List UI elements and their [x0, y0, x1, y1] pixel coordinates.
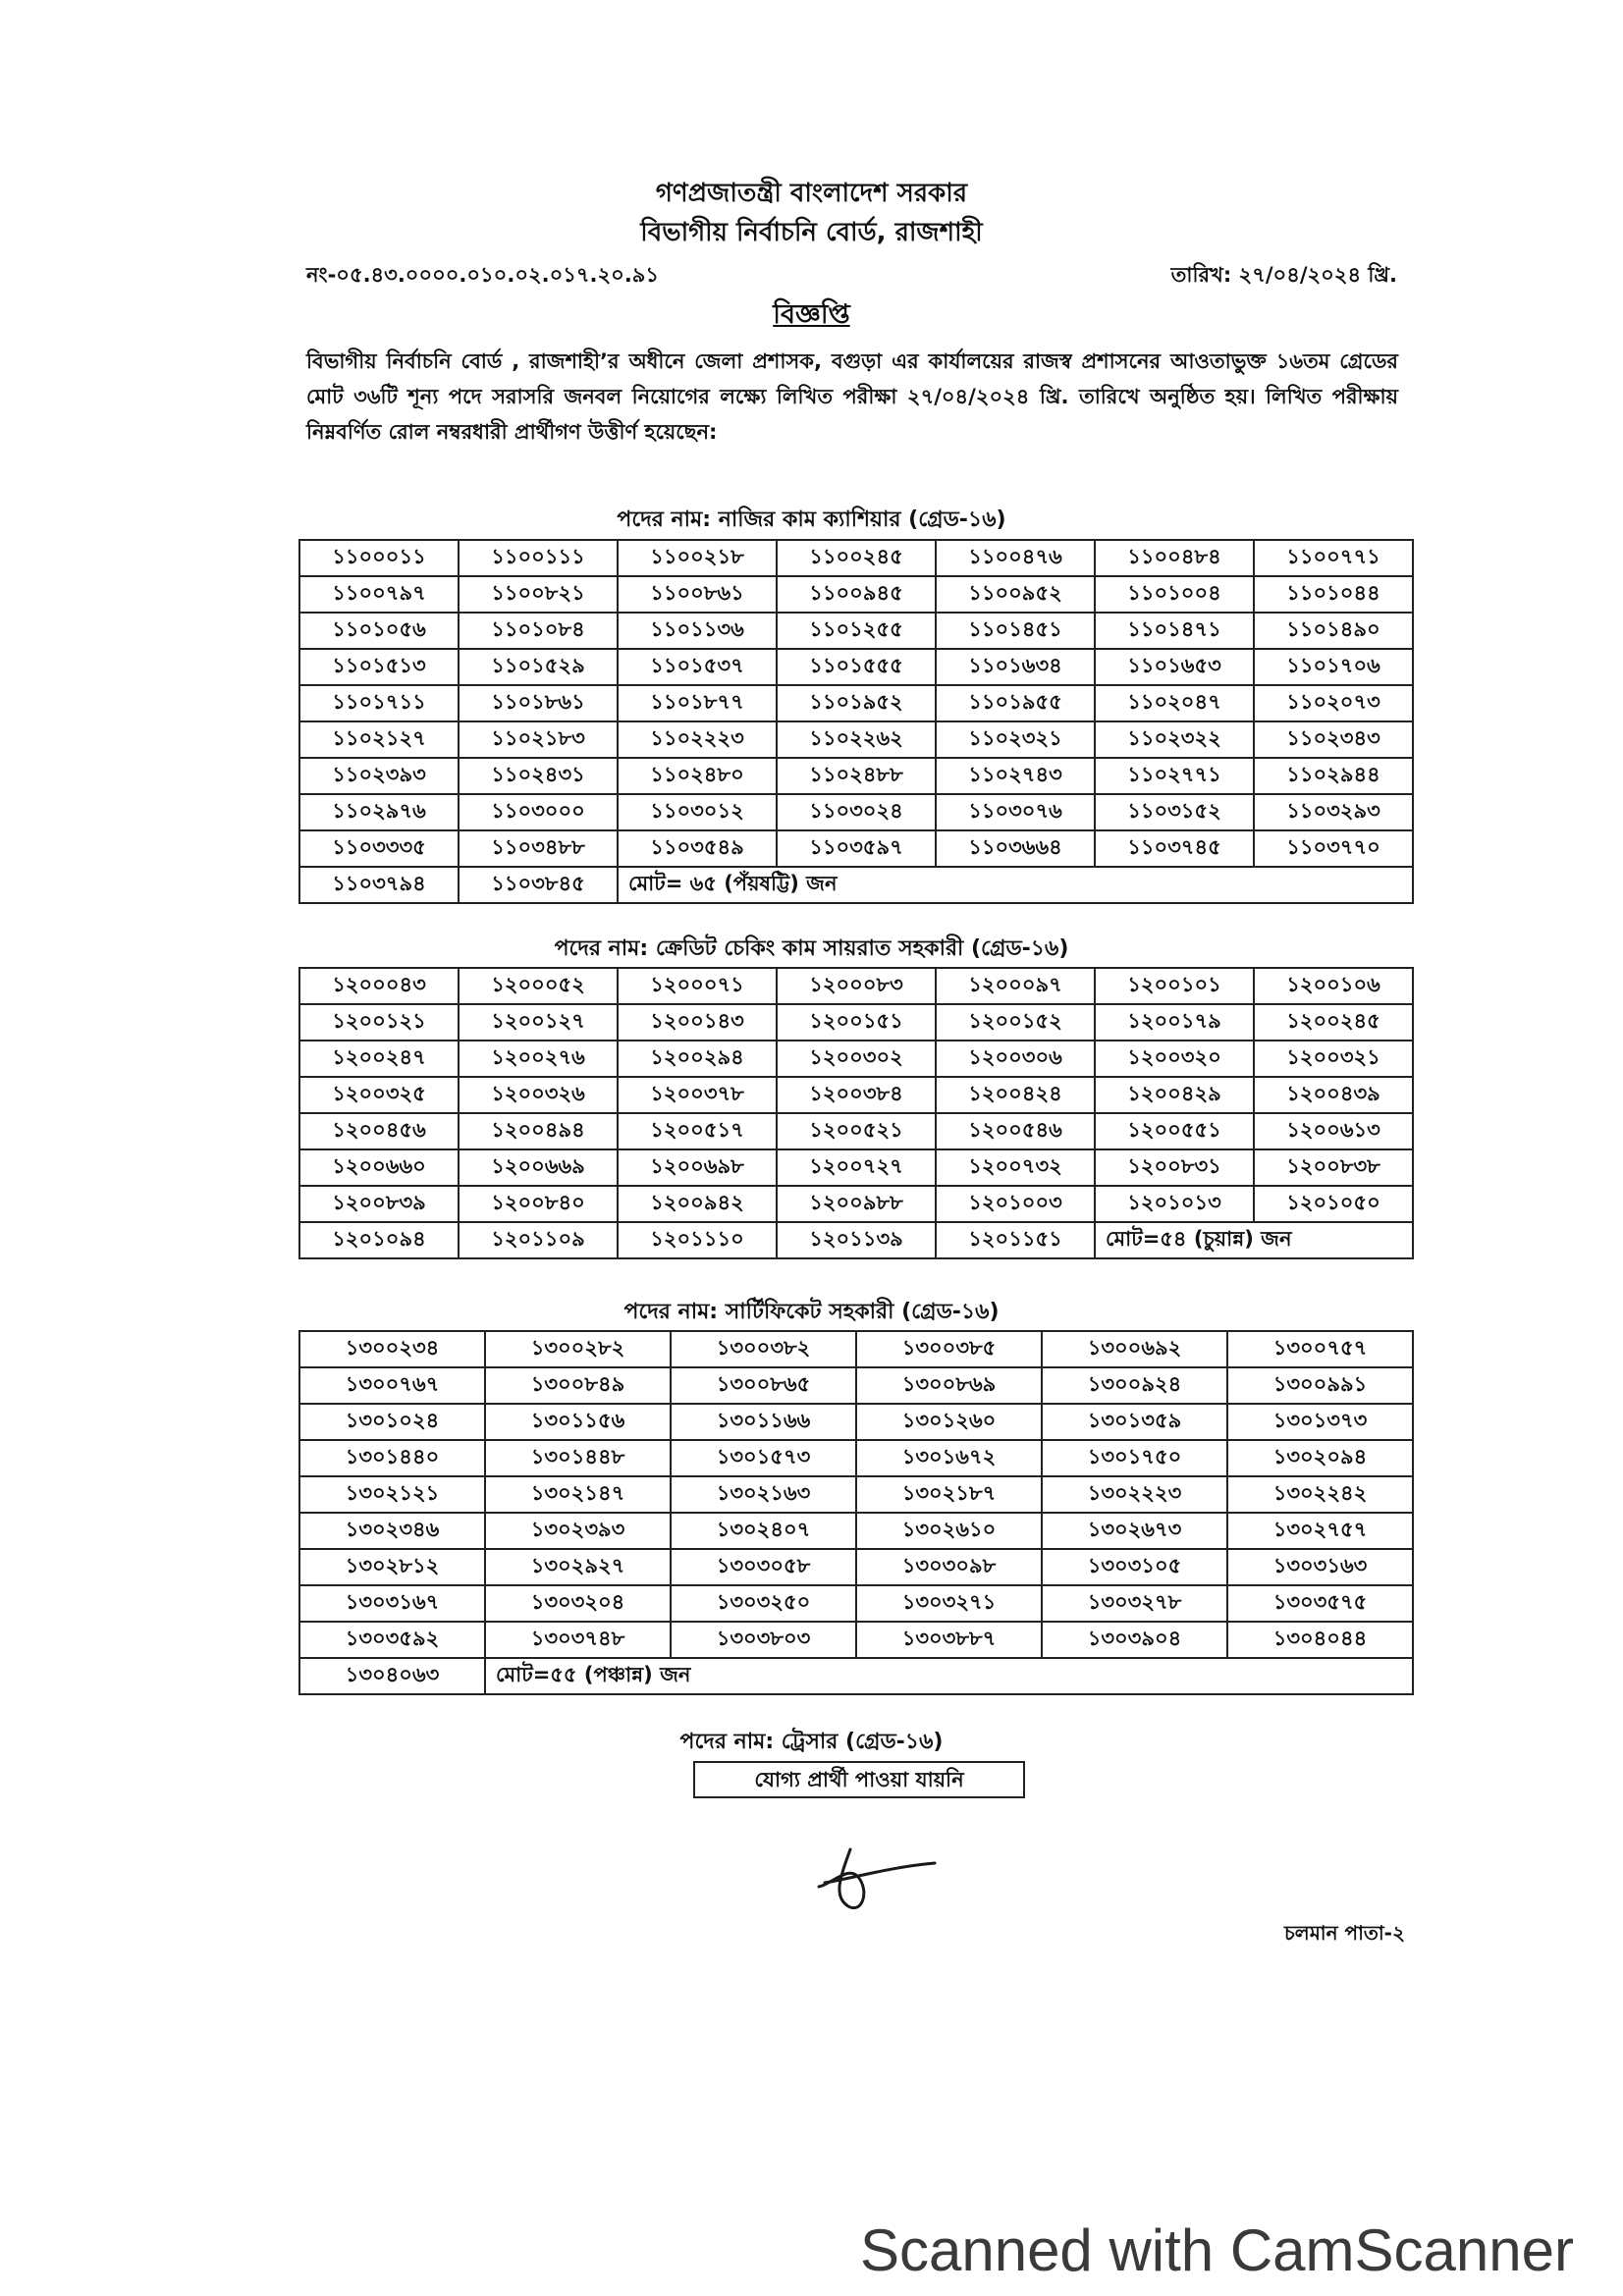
- roll-cell: ১১০৩৪৮৮: [459, 830, 618, 867]
- table-row: [299, 867, 1413, 903]
- roll-cell: ১২০০৬১৩: [1254, 1113, 1413, 1149]
- table-row: [299, 1585, 1413, 1622]
- roll-cell: ১১০০৭৯৭: [299, 576, 459, 613]
- roll-cell: ১১০৩০০০: [459, 794, 618, 830]
- roll-cell: ১৩০২৬১০: [856, 1513, 1042, 1549]
- table-row: [299, 1077, 1413, 1113]
- roll-cell: ১১০০২১৮: [618, 540, 777, 576]
- roll-cell: ১২০০৩৮৪: [777, 1077, 936, 1113]
- roll-cell: ১২০০৫৪৬: [936, 1113, 1095, 1149]
- roll-cell: ১১০২৯৪৪: [1254, 758, 1413, 794]
- post-title-tracer: পদের নাম: ট্রেসার (গ্রেড-১৬): [679, 1730, 944, 1754]
- roll-cell: ১১০২৪৩১: [459, 758, 618, 794]
- roll-cell: ১২০০৬৯৮: [618, 1149, 777, 1186]
- roll-cell: ১৩০৩১৬৭: [299, 1585, 485, 1622]
- table-row: [299, 1658, 1413, 1694]
- roll-cell: ১৩০২৩৪৬: [299, 1513, 485, 1549]
- roll-cell: ১১০১৯৫৫: [936, 685, 1095, 721]
- roll-table-certificate: [298, 1330, 1414, 1695]
- roll-cell: ১৩০১১৫৬: [485, 1404, 671, 1440]
- table-row: [299, 613, 1413, 649]
- notice-body: বিভাগীয় নির্বাচনি বোর্ড , রাজশাহী’র অধীনে জেলা প্রশাসক, বগুড়া এর কার্যালয়ের রাজস্ব প্রশাসনের আওতাভুক্ত ১৬তম গ্রেডের মোট ৩৬টি শূন্য পদে সরাসরি জনবল নিয়োগের লক্ষ্যে লিখিত পরীক্ষা ২৭/০৪/২০২৪ খ্রি. তারিখে অনুষ্ঠিত হয়। লিখিত পরীক্ষায় নিম্নবর্ণিত রোল নম্বরধারী প্রার্থীগণ উত্তীর্ণ হয়েছেন:: [306, 349, 1398, 444]
- table-row: [299, 685, 1413, 721]
- roll-cell: ১১০২৭৪৩: [936, 758, 1095, 794]
- roll-cell: ১২০০৪৫৬: [299, 1113, 459, 1149]
- table-row: [299, 1149, 1413, 1186]
- table-row: [299, 649, 1413, 685]
- roll-cell: ১২০০৩২৫: [299, 1077, 459, 1113]
- roll-cell: ১১০২২৬২: [777, 721, 936, 758]
- roll-cell: ১১০২৯৭৬: [299, 794, 459, 830]
- roll-cell: ১২০০৮৩৯: [299, 1186, 459, 1222]
- roll-cell: ১২০০১৪৩: [618, 1004, 777, 1041]
- roll-cell: ১১০০৮৬১: [618, 576, 777, 613]
- roll-cell: ১৩০৩০৫৮: [671, 1549, 856, 1585]
- table-row: [299, 1367, 1413, 1404]
- roll-cell: ১৩০৩৫৭৫: [1227, 1585, 1413, 1622]
- total-count: মোট=৫৫ (পঞ্চান্ন) জন: [485, 1658, 1413, 1694]
- roll-cell: ১২০০৩০৬: [936, 1041, 1095, 1077]
- no-candidate-box: যোগ্য প্রার্থী পাওয়া যায়নি: [693, 1761, 1025, 1798]
- roll-cell: ১৩০২১৪৭: [485, 1476, 671, 1513]
- table-row: [299, 1331, 1413, 1367]
- roll-cell: ১১০১১৩৬: [618, 613, 777, 649]
- table-row: [299, 1186, 1413, 1222]
- roll-cell: ১৩০১৫৭৩: [671, 1440, 856, 1476]
- roll-cell: ১২০০৮৩৮: [1254, 1149, 1413, 1186]
- roll-cell: ১১০৩৮৪৫: [459, 867, 618, 903]
- roll-cell: ১৩০৩৯০৪: [1042, 1622, 1227, 1658]
- roll-cell: ১১০১৮৬১: [459, 685, 618, 721]
- table-row: [299, 540, 1413, 576]
- roll-cell: ১১০০৮২১: [459, 576, 618, 613]
- roll-cell: ১৩০২০৯৪: [1227, 1440, 1413, 1476]
- total-count: মোট=৫৪ (চুয়ান্ন) জন: [1095, 1222, 1413, 1258]
- roll-cell: ১২০০০৮৩: [777, 968, 936, 1004]
- roll-cell: ১২০০৩২৬: [459, 1077, 618, 1113]
- roll-cell: ১২০০১৫২: [936, 1004, 1095, 1041]
- roll-cell: ১২০০৩০২: [777, 1041, 936, 1077]
- roll-cell: ১২০০৮৪০: [459, 1186, 618, 1222]
- roll-cell: ১৩০৩২৭৮: [1042, 1585, 1227, 1622]
- roll-cell: ১১০১৪৭১: [1095, 613, 1254, 649]
- roll-cell: ১২০১০০৩: [936, 1186, 1095, 1222]
- roll-cell: ১১০৩২৯৩: [1254, 794, 1413, 830]
- roll-cell: ১৩০৩২৭১: [856, 1585, 1042, 1622]
- table-row: [299, 576, 1413, 613]
- roll-cell: ১৩০০৯২৪: [1042, 1367, 1227, 1404]
- roll-cell: ১১০৩৭৪৫: [1095, 830, 1254, 867]
- roll-cell: ১২০০১০৬: [1254, 968, 1413, 1004]
- roll-cell: ১২০০৮৩১: [1095, 1149, 1254, 1186]
- table-row: [299, 1004, 1413, 1041]
- roll-cell: ১২০০৫১৭: [618, 1113, 777, 1149]
- roll-cell: ১৩০১১৬৬: [671, 1404, 856, 1440]
- roll-cell: ১৩০২১৬৩: [671, 1476, 856, 1513]
- roll-cell: ১১০২১২৭: [299, 721, 459, 758]
- roll-cell: ১২০০৭৩২: [936, 1149, 1095, 1186]
- roll-cell: ১২০০৯৮৮: [777, 1186, 936, 1222]
- roll-cell: ১১০২০৪৭: [1095, 685, 1254, 721]
- roll-cell: ১১০১৮৭৭: [618, 685, 777, 721]
- roll-cell: ১১০২০৭৩: [1254, 685, 1413, 721]
- roll-cell: ১২০০৬৬৯: [459, 1149, 618, 1186]
- roll-cell: ১২০০০৪৩: [299, 968, 459, 1004]
- roll-cell: ১১০১০৫৬: [299, 613, 459, 649]
- roll-cell: ১২০১০১৩: [1095, 1186, 1254, 1222]
- roll-cell: ১৩০০৮৬৫: [671, 1367, 856, 1404]
- table-row: [299, 1113, 1413, 1149]
- roll-cell: ১৩০৪০৬৩: [299, 1658, 485, 1694]
- continued-page-note: চলমান পাতা-২: [1284, 1921, 1405, 1945]
- roll-cell: ১২০০৪২৯: [1095, 1077, 1254, 1113]
- roll-cell: ১৩০৩৭৪৮: [485, 1622, 671, 1658]
- table-row: [299, 968, 1413, 1004]
- roll-cell: ১৩০১৬৭২: [856, 1440, 1042, 1476]
- board-title: বিভাগীয় নির্বাচনি বোর্ড, রাজশাহী: [640, 218, 983, 247]
- memo-number: নং-০৫.৪৩.০০০০.০১০.০২.০১৭.২০.৯১: [306, 263, 660, 287]
- table-row: [299, 758, 1413, 794]
- roll-cell: ১২০১১১০: [618, 1222, 777, 1258]
- table-row: [299, 1476, 1413, 1513]
- roll-cell: ১৩০১৪৪০: [299, 1440, 485, 1476]
- roll-cell: ১১০৩১৫২: [1095, 794, 1254, 830]
- roll-cell: ১২০০৪২৪: [936, 1077, 1095, 1113]
- roll-cell: ১৩০৪০৪৪: [1227, 1622, 1413, 1658]
- roll-cell: ১৩০১২৬০: [856, 1404, 1042, 1440]
- roll-cell: ১১০১৫৫৫: [777, 649, 936, 685]
- roll-cell: ১১০০৯৫২: [936, 576, 1095, 613]
- roll-cell: ১২০০০৭১: [618, 968, 777, 1004]
- roll-cell: ১১০২১৮৩: [459, 721, 618, 758]
- table-row: [299, 1222, 1413, 1258]
- roll-cell: ১১০০৪৭৬: [936, 540, 1095, 576]
- roll-cell: ১১০০০১১: [299, 540, 459, 576]
- roll-cell: ১৩০১৩৫৯: [1042, 1404, 1227, 1440]
- roll-cell: ১২০০১৫১: [777, 1004, 936, 1041]
- roll-cell: ১৩০৩১০৫: [1042, 1549, 1227, 1585]
- notice-date: তারিখ: ২৭/০৪/২০২৪ খ্রি.: [1170, 263, 1397, 287]
- roll-cell: ১৩০২৩৯৩: [485, 1513, 671, 1549]
- roll-cell: ১৩০১০২৪: [299, 1404, 485, 1440]
- roll-cell: ১৩০১৩৭৩: [1227, 1404, 1413, 1440]
- table-row: [299, 1622, 1413, 1658]
- roll-cell: ১২০০৪৩৯: [1254, 1077, 1413, 1113]
- roll-cell: ১৩০০৮৬৯: [856, 1367, 1042, 1404]
- roll-cell: ১৩০২৭৫৭: [1227, 1513, 1413, 1549]
- roll-cell: ১২০০৪৯৪: [459, 1113, 618, 1149]
- roll-cell: ১২০০৫২১: [777, 1113, 936, 1149]
- roll-cell: ১২০০২৯৪: [618, 1041, 777, 1077]
- roll-cell: ১১০১৬৫৩: [1095, 649, 1254, 685]
- roll-cell: ১১০২৪৮০: [618, 758, 777, 794]
- post-title-credit-checking: পদের নাম: ক্রেডিট চেকিং কাম সায়রাত সহকারী (গ্রেড-১৬): [554, 936, 1069, 961]
- table-row: [299, 830, 1413, 867]
- roll-cell: ১৩০৩০৯৮: [856, 1549, 1042, 1585]
- roll-cell: ১২০০২৭৬: [459, 1041, 618, 1077]
- roll-cell: ১১০০৭৭১: [1254, 540, 1413, 576]
- post-title-certificate: পদের নাম: সার্টিফিকেট সহকারী (গ্রেড-১৬): [623, 1300, 1000, 1324]
- roll-cell: ১২০০২৪৭: [299, 1041, 459, 1077]
- roll-cell: ১৩০০২৩৪: [299, 1331, 485, 1367]
- roll-cell: ১৩০৩৫৯২: [299, 1622, 485, 1658]
- table-row: [299, 1549, 1413, 1585]
- roll-cell: ১২০০১৭৯: [1095, 1004, 1254, 1041]
- roll-cell: ১১০১৫১৩: [299, 649, 459, 685]
- roll-cell: ১২০০৩২০: [1095, 1041, 1254, 1077]
- roll-cell: ১২০০৯৪২: [618, 1186, 777, 1222]
- roll-cell: ১২০০২৪৫: [1254, 1004, 1413, 1041]
- roll-cell: ১২০০৩৭৮: [618, 1077, 777, 1113]
- roll-table-nazir: [298, 539, 1414, 904]
- roll-cell: ১৩০১৪৪৮: [485, 1440, 671, 1476]
- signature: [811, 1838, 939, 1930]
- roll-cell: ১৩০০৭৫৭: [1227, 1331, 1413, 1367]
- roll-cell: ১১০৩০২৪: [777, 794, 936, 830]
- table-row: [299, 721, 1413, 758]
- table-row: [299, 1440, 1413, 1476]
- roll-cell: ১৩০২৮১২: [299, 1549, 485, 1585]
- roll-cell: ১১০১৬৩৪: [936, 649, 1095, 685]
- notice-heading-text: বিজ্ঞপ্তি: [773, 299, 850, 330]
- roll-cell: ১১০২৩৯৩: [299, 758, 459, 794]
- roll-cell: ১২০০৭২৭: [777, 1149, 936, 1186]
- roll-cell: ১১০০২৪৫: [777, 540, 936, 576]
- roll-cell: ১২০১০৫০: [1254, 1186, 1413, 1222]
- roll-cell: ১১০২৭৭১: [1095, 758, 1254, 794]
- roll-cell: ১৩০০৩৮২: [671, 1331, 856, 1367]
- roll-cell: ১১০৩৩৩৫: [299, 830, 459, 867]
- roll-cell: ১২০০৬৬০: [299, 1149, 459, 1186]
- roll-cell: ১১০২৪৮৮: [777, 758, 936, 794]
- roll-cell: ১১০০৯৪৫: [777, 576, 936, 613]
- roll-cell: ১৩০০৯৯১: [1227, 1367, 1413, 1404]
- roll-table-credit-checking: [298, 967, 1414, 1259]
- government-title: গণপ্রজাতন্ত্রী বাংলাদেশ সরকার: [655, 179, 968, 208]
- roll-cell: ১৩০১৭৫০: [1042, 1440, 1227, 1476]
- roll-cell: ১১০৩০১২: [618, 794, 777, 830]
- roll-cell: ১১০২২২৩: [618, 721, 777, 758]
- roll-cell: ১৩০০৭৬৭: [299, 1367, 485, 1404]
- roll-cell: ১২০০০৯৭: [936, 968, 1095, 1004]
- roll-cell: ১১০৩৫৯৭: [777, 830, 936, 867]
- roll-cell: ১৩০২৯২৭: [485, 1549, 671, 1585]
- roll-cell: ১৩০০৬৯২: [1042, 1331, 1227, 1367]
- roll-cell: ১৩০২১৮৭: [856, 1476, 1042, 1513]
- roll-cell: ১১০১০০৪: [1095, 576, 1254, 613]
- table-row: [299, 794, 1413, 830]
- roll-cell: ১৩০৩১৬৩: [1227, 1549, 1413, 1585]
- roll-cell: ১১০৩০৭৬: [936, 794, 1095, 830]
- roll-cell: ১২০১১০৯: [459, 1222, 618, 1258]
- roll-cell: ১২০১০৯৪: [299, 1222, 459, 1258]
- roll-cell: ১১০১৫২৯: [459, 649, 618, 685]
- roll-cell: ১৩০৩২০৪: [485, 1585, 671, 1622]
- roll-cell: ১১০১৭০৬: [1254, 649, 1413, 685]
- roll-cell: ১১০৩৭৯৪: [299, 867, 459, 903]
- table-row: [299, 1404, 1413, 1440]
- roll-cell: ১২০১১৩৯: [777, 1222, 936, 1258]
- roll-cell: ১৩০০৩৮৫: [856, 1331, 1042, 1367]
- roll-cell: ১১০৩৬৬৪: [936, 830, 1095, 867]
- table-row: [299, 1041, 1413, 1077]
- roll-cell: ১১০৩৭৭০: [1254, 830, 1413, 867]
- notice-heading: [0, 294, 1623, 339]
- roll-cell: ১২০০১২১: [299, 1004, 459, 1041]
- roll-cell: ১৩০২৪০৭: [671, 1513, 856, 1549]
- scanner-watermark: Scanned with CamScanner: [859, 2217, 1574, 2283]
- roll-cell: ১১০২৩২১: [936, 721, 1095, 758]
- post-title-nazir: পদের নাম: নাজির কাম ক্যাশিয়ার (গ্রেড-১৬): [617, 507, 1006, 532]
- roll-cell: ১১০১৪৫১: [936, 613, 1095, 649]
- roll-cell: ১২০০০৫২: [459, 968, 618, 1004]
- roll-cell: ১২০০৫৫১: [1095, 1113, 1254, 1149]
- roll-cell: ১১০১৫৩৭: [618, 649, 777, 685]
- roll-cell: ১১০০৪৮৪: [1095, 540, 1254, 576]
- roll-cell: ১৩০৩৮০৩: [671, 1622, 856, 1658]
- roll-cell: ১২০০১২৭: [459, 1004, 618, 1041]
- roll-cell: ১৩০২২২৩: [1042, 1476, 1227, 1513]
- roll-cell: ১১০১৯৫২: [777, 685, 936, 721]
- roll-cell: ১৩০৩৮৮৭: [856, 1622, 1042, 1658]
- roll-cell: ১১০১০৪৪: [1254, 576, 1413, 613]
- roll-cell: ১১০০১১১: [459, 540, 618, 576]
- roll-cell: ১৩০২২৪২: [1227, 1476, 1413, 1513]
- roll-cell: ১১০৩৫৪৯: [618, 830, 777, 867]
- roll-cell: ১১০১৭১১: [299, 685, 459, 721]
- roll-cell: ১২০১১৫১: [936, 1222, 1095, 1258]
- roll-cell: ১১০১২৫৫: [777, 613, 936, 649]
- roll-cell: ১৩০০৮৪৯: [485, 1367, 671, 1404]
- roll-cell: ১২০০১০১: [1095, 968, 1254, 1004]
- total-count: মোট= ৬৫ (পঁয়ষট্টি) জন: [618, 867, 1413, 903]
- table-row: [299, 1513, 1413, 1549]
- roll-cell: ১৩০২১২১: [299, 1476, 485, 1513]
- roll-cell: ১১০২৩৪৩: [1254, 721, 1413, 758]
- roll-cell: ১৩০৩২৫০: [671, 1585, 856, 1622]
- roll-cell: ১১০১৪৯০: [1254, 613, 1413, 649]
- roll-cell: ১২০০৩২১: [1254, 1041, 1413, 1077]
- roll-cell: ১১০২৩২২: [1095, 721, 1254, 758]
- roll-cell: ১৩০০২৮২: [485, 1331, 671, 1367]
- roll-cell: ১৩০২৬৭৩: [1042, 1513, 1227, 1549]
- roll-cell: ১১০১০৮৪: [459, 613, 618, 649]
